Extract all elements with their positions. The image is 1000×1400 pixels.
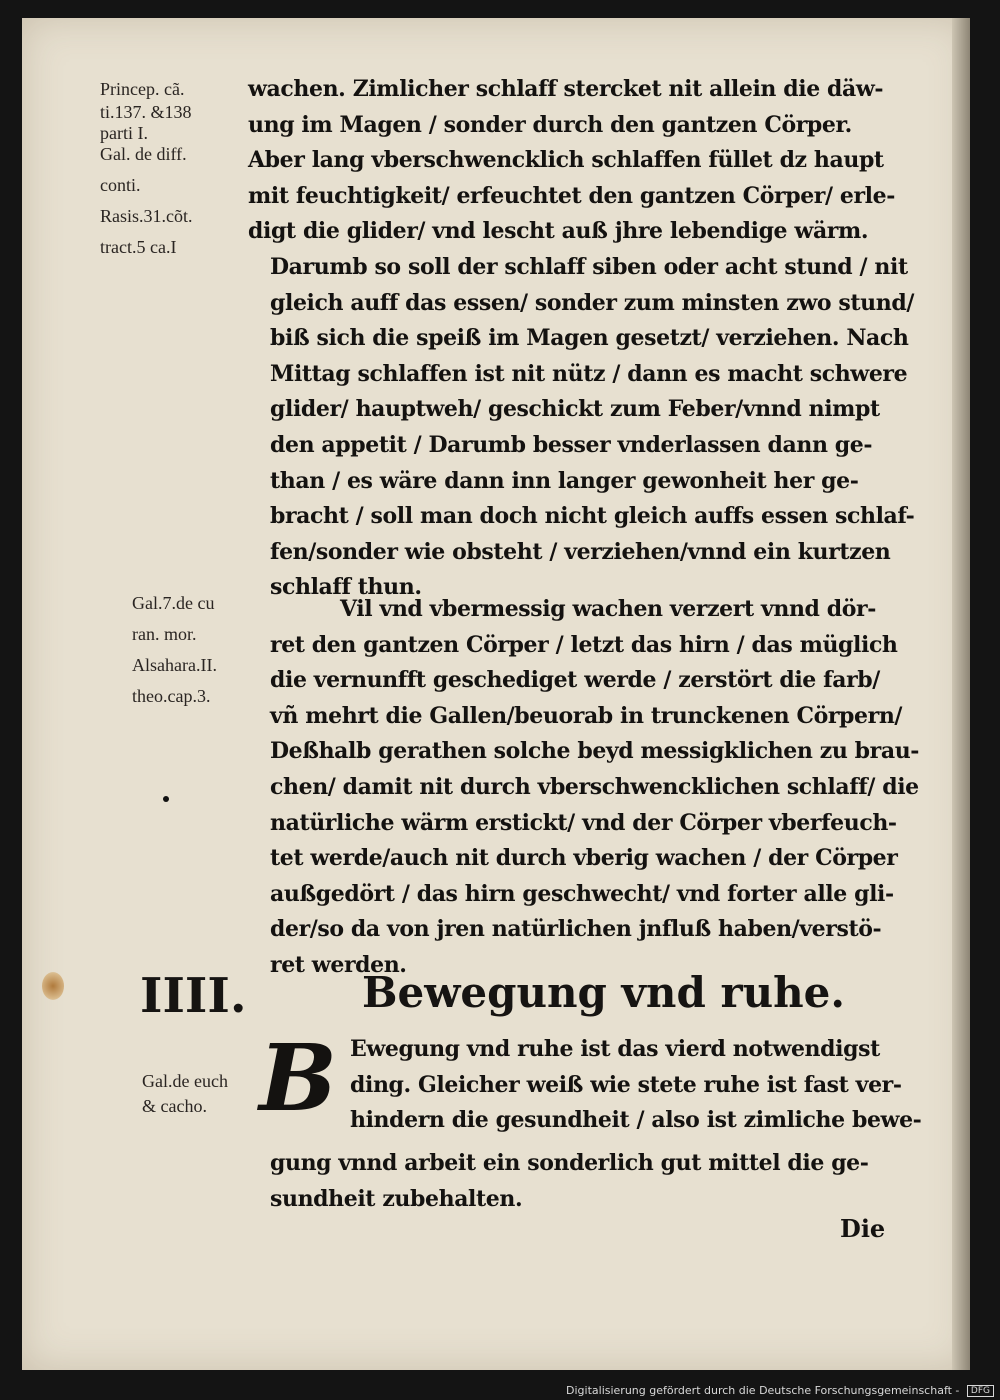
paragraph-sleep [248, 72, 915, 606]
margin-note-line: ti.137. &138 [100, 102, 192, 122]
text-line: hindern die gesundheit / also ist zimliche bewe- [350, 1107, 922, 1134]
text-line: den appetit / Darumb besser vnderlassen dann ge- [270, 431, 873, 458]
margin-note-line: Alsahara.II. [132, 655, 217, 675]
margin-note-line: parti I. [100, 123, 148, 143]
text-line: natürliche wärm erstickt/ vnd der Cörper vberfeuch- [270, 809, 897, 836]
section-heading: Bewegung vnd ruhe. [362, 968, 845, 1017]
text-line: Mittag schlaffen ist nit nütz / dann es macht schwere [270, 360, 908, 387]
text-line: wachen. Zimlicher schlaff stercket nit allein die däw- [248, 76, 884, 102]
text-line: ret den gantzen Cörper / letzt das hirn / das müglich [270, 631, 898, 658]
text-line: vñ mehrt die Gallen/beuorab in trunckenen Cörpern/ [270, 702, 903, 729]
text-line: fen/sonder wie obsteht / verziehen/vnnd ein kurtzen [270, 538, 891, 565]
text-line: ret werden. [270, 951, 407, 978]
text-line: chen/ damit nit durch vberschwencklichen schlaff/ die [270, 773, 919, 800]
text-line: Vil vnd vbermessig wachen verzert vnnd dör- [340, 596, 876, 622]
margin-note-line: Princep. cã. [100, 79, 185, 99]
text-line: tet werde/auch nit durch vberig wachen / der Cörper [270, 845, 898, 872]
page-spine-shadow [952, 18, 970, 1370]
text-line: biß sich die speiß im Magen gesetzt/ verziehen. Nach [270, 325, 909, 352]
section-number: IIII. [140, 968, 247, 1024]
text-line: gung vnnd arbeit ein sonderlich gut mittel die ge- [270, 1150, 869, 1176]
text-line: Deßhalb gerathen solche beyd messigklichen zu brau- [270, 738, 920, 765]
footer-text: Digitalisierung gefördert durch die Deutsche Forschungsgemeinschaft - [566, 1384, 960, 1397]
section-text-continued [248, 1146, 898, 1217]
margin-note-line: theo.cap.3. [132, 686, 211, 706]
text-line: bracht / soll man doch nicht gleich auffs essen schlaf- [270, 503, 915, 530]
section-text-first-lines [326, 1032, 922, 1139]
text-line: die vernunfft geschediget werde / zerstört die farb/ [270, 667, 880, 694]
margin-note-line: Gal.de euch [142, 1071, 228, 1091]
text-line: Ewegung vnd ruhe ist das vierd notwendigst [350, 1036, 880, 1062]
margin-note-line: Rasis.31.cõt. [100, 206, 193, 226]
text-line: Aber lang vberschwencklich schlaffen füllet dz haupt [248, 147, 884, 174]
text-line: mit feuchtigkeit/ erfeuchtet den gantzen Cörper/ erle- [248, 182, 895, 209]
margin-note-line: tract.5 ca.I [100, 237, 177, 257]
text-line: than / es wäre dann inn langer gewonheit her ge- [270, 467, 859, 494]
margin-note-group-1 [100, 74, 250, 263]
text-line: glider/ hauptweh/ geschickt zum Feber/vnnd nimpt [270, 396, 880, 423]
margin-note-line: Gal.7.de cu [132, 593, 215, 613]
text-line: ung im Magen / sonder durch den gantzen Cörper. [248, 111, 852, 138]
dfg-logo: DFG [967, 1385, 994, 1397]
margin-dot [163, 796, 169, 802]
catchword: Die [840, 1214, 886, 1243]
digitization-footer [566, 1384, 994, 1397]
text-line: ding. Gleicher weiß wie stete ruhe ist fast ver- [350, 1071, 902, 1098]
text-line: gleich auff das essen/ sonder zum minsten zwo stund/ [270, 289, 914, 316]
text-line: sundheit zubehalten. [270, 1185, 523, 1212]
margin-note-line: ran. mor. [132, 624, 197, 644]
ink-stain [42, 972, 64, 1000]
text-line: Darumb so soll der schlaff siben oder acht stund / nit [270, 253, 908, 280]
margin-note-line: conti. [100, 175, 141, 195]
text-line: schlaff thun. [270, 574, 422, 601]
text-line: außgedört / das hirn geschwecht/ vnd forter alle gli- [270, 880, 894, 907]
text-line: der/so da von jren natürlichen jnfluß haben/verstö- [270, 916, 882, 943]
text-line: digt die glider/ vnd lescht auß jhre lebendige wärm. [248, 218, 869, 245]
margin-note-line: Gal. de diff. [100, 144, 187, 164]
paragraph-waking [248, 592, 920, 984]
drop-cap: B [259, 1024, 337, 1132]
margin-note-line: & cacho. [142, 1096, 207, 1116]
